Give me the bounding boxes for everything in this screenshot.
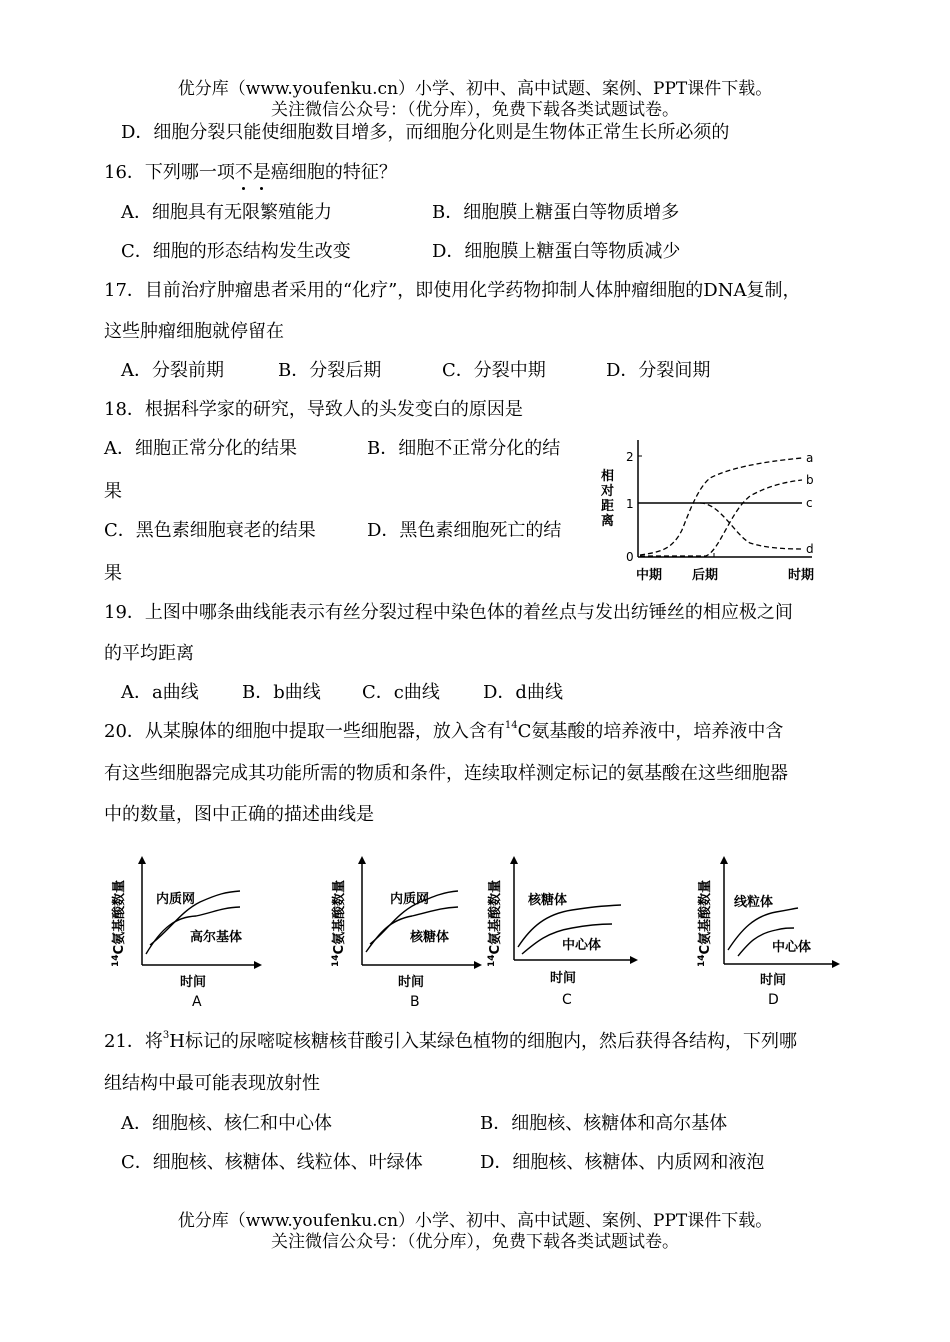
panel-c-letter: C — [562, 992, 572, 1008]
fig18-xtick-anaphase: 后期 — [692, 568, 719, 583]
curve-label-c: c — [806, 496, 813, 510]
q18-option-d-wrap: 果 — [104, 563, 122, 584]
q21-option-b: B．细胞核、核糖体和高尔基体 — [480, 1113, 728, 1134]
q21-option-c: C．细胞核、核糖体、线粒体、叶绿体 — [121, 1152, 423, 1173]
fig18-ylabel-2: 对 — [601, 484, 615, 499]
panel-b-ylabel: C氨基酸数量 — [332, 879, 347, 955]
q16-emphasis-2: 是 — [252, 162, 271, 183]
panel-a-label-top: 内质网 — [156, 892, 196, 907]
panel-d-xlabel: 时间 — [760, 973, 787, 988]
q16-option-c: C．细胞的形态结构发生改变 — [121, 241, 351, 262]
fig18-ytick-0: 0 — [626, 550, 634, 564]
panel-b-xlabel: 时间 — [398, 975, 425, 990]
q21-option-a: A．细胞核、核仁和中心体 — [121, 1113, 332, 1134]
q18-option-b-wrap: 果 — [104, 481, 122, 502]
q21-stem-pre: 21．将 — [104, 1031, 163, 1052]
panel-c-ylabel: C氨基酸数量 — [488, 879, 503, 955]
q16-option-d: D．细胞膜上糖蛋白等物质减少 — [432, 241, 681, 262]
q17-stem-line-2: 这些肿瘤细胞就停留在 — [104, 321, 284, 342]
svg-text:14C氨基酸数量 — [487, 880, 503, 967]
q18-option-c: C．黑色素细胞衰老的结果 — [104, 520, 316, 541]
q19-stem-line-2: 的平均距离 — [104, 643, 194, 664]
fig18-ylabel-1: 相 — [601, 469, 615, 484]
panel-a-ylabel: C氨基酸数量 — [112, 879, 127, 955]
panel-c-xlabel: 时间 — [550, 971, 577, 986]
q16-option-a: A．细胞具有无限繁殖能力 — [121, 202, 332, 223]
curve-label-d: d — [806, 542, 814, 556]
q21-option-d: D．细胞核、核糖体、内质网和液泡 — [480, 1152, 765, 1173]
q19-option-b: B．b曲线 — [242, 682, 321, 703]
svg-text:14C氨基酸数量 — [111, 880, 127, 967]
curve-a — [640, 458, 802, 555]
distance-curve-figure — [590, 430, 840, 590]
svg-text:14C氨基酸数量 — [331, 880, 347, 967]
q20-stem-line-1 — [104, 721, 783, 743]
panel-d-letter: D — [768, 992, 779, 1008]
q20-stem-line-3: 中的数量，图中正确的描述曲线是 — [104, 804, 374, 825]
panel-c-label-bottom: 中心体 — [562, 938, 602, 953]
q16-stem-pre: 16．下列哪一项 — [104, 162, 235, 183]
q21-stem-post: H标记的尿嘧啶核糖核苷酸引入某绿色植物的细胞内，然后获得各结构，下列哪 — [169, 1031, 797, 1052]
q21-stem-line-1 — [104, 1031, 797, 1053]
q18-option-d: D．黑色素细胞死亡的结 — [367, 520, 562, 541]
panel-d-x-arrow — [832, 960, 840, 968]
q19-stem-line-1: 19．上图中哪条曲线能表示有丝分裂过程中染色体的着丝点与发出纺锤丝的相应极之间 — [104, 602, 793, 623]
panel-a-xlabel: 时间 — [180, 975, 207, 990]
panel-d-label-bottom: 中心体 — [772, 940, 812, 955]
svg-text:14C氨基酸数量 — [697, 880, 713, 967]
curve-label-a: a — [806, 451, 814, 465]
panel-a-ylabel-sup: 14 — [111, 954, 121, 967]
panel-b-letter: B — [410, 994, 420, 1010]
footer-line-1: 优分库（www.youfenku.cn）小学、初中、高中试题、案例、PPT课件下载。 — [177, 1211, 773, 1231]
q16-stem — [104, 162, 397, 184]
panel-d-ylabel: C氨基酸数量 — [698, 879, 713, 955]
panel-a-letter: A — [192, 994, 202, 1010]
fig18-xtick-metaphase: 中期 — [636, 568, 663, 583]
fig18-ylabel-3: 距 — [601, 499, 615, 514]
q21-stem-line-2: 组结构中最可能表现放射性 — [104, 1073, 320, 1094]
q17-option-a: A．分裂前期 — [121, 360, 224, 381]
panel-b-chart — [320, 852, 490, 1012]
q18-option-b: B．细胞不正常分化的结 — [367, 438, 561, 459]
q19-option-c: C．c曲线 — [362, 682, 440, 703]
q16-stem-post: 癌细胞的特征？ — [270, 162, 397, 183]
q17-stem-line-1: 17．目前治疗肿瘤患者采用的“化疗”，即使用化学药物抑制人体肿瘤细胞的DNA复制， — [104, 280, 801, 301]
panel-a-y-arrow — [138, 856, 146, 864]
panel-c-label-top: 核糖体 — [528, 893, 568, 908]
q17-option-b: B．分裂后期 — [278, 360, 382, 381]
curve-d — [700, 503, 802, 549]
panel-d-chart — [686, 852, 856, 1012]
panel-c-x-arrow — [630, 956, 638, 964]
panel-d-label-top: 线粒体 — [734, 895, 774, 910]
panel-c-ylabel-sup: 14 — [487, 954, 497, 967]
q20-stem-post: C氨基酸的培养液中，培养液中含 — [517, 721, 784, 742]
q21-isotope-mass: 3 — [162, 1030, 170, 1041]
fig18-xtick-period: 时期 — [788, 568, 815, 583]
panel-a-chart — [100, 852, 270, 1012]
panel-b-label-top: 内质网 — [390, 892, 430, 907]
fig18-ylabel-4: 离 — [601, 514, 615, 529]
curve-label-b: b — [806, 473, 814, 487]
q16-emphasis-1: 不 — [234, 162, 253, 183]
fig18-ytick-2: 2 — [626, 450, 634, 464]
q16-option-b: B．细胞膜上糖蛋白等物质增多 — [432, 202, 680, 223]
q20-stem-pre: 20．从某腺体的细胞中提取一些细胞器，放入含有 — [104, 721, 505, 742]
q19-option-a: A．a曲线 — [121, 682, 199, 703]
panel-d-ylabel-sup: 14 — [697, 954, 707, 967]
panel-c-chart — [476, 852, 646, 1012]
q18-option-a: A．细胞正常分化的结果 — [104, 438, 297, 459]
fig18-ytick-1: 1 — [626, 497, 634, 511]
q20-stem-line-2: 有这些细胞器完成其功能所需的物质和条件，连续取样测定标记的氨基酸在这些细胞器 — [104, 763, 788, 784]
q17-option-d: D．分裂间期 — [606, 360, 711, 381]
header-line-2: 关注微信公众号：（优分库），免费下载各类试题试卷。 — [271, 100, 679, 120]
q15-option-d: D．细胞分裂只能使细胞数目增多，而细胞分化则是生物体正常生长所必须的 — [121, 122, 730, 143]
panel-b-ylabel-sup: 14 — [331, 954, 341, 967]
curve-b — [640, 480, 802, 556]
panel-a-label-bottom: 高尔基体 — [190, 930, 243, 945]
q20-isotope-mass: 14 — [504, 720, 518, 731]
panel-b-label-bottom: 核糖体 — [410, 930, 450, 945]
q19-option-d: D．d曲线 — [483, 682, 563, 703]
footer-line-2: 关注微信公众号：（优分库），免费下载各类试题试卷。 — [271, 1232, 679, 1252]
panel-d-y-arrow — [720, 856, 728, 864]
panel-a-x-arrow — [254, 961, 262, 969]
q17-option-c: C．分裂中期 — [442, 360, 546, 381]
panel-b-y-arrow — [358, 856, 366, 864]
header-line-1: 优分库（www.youfenku.cn）小学、初中、高中试题、案例、PPT课件下载。 — [177, 79, 773, 99]
panel-c-y-arrow — [510, 856, 518, 864]
q18-stem: 18．根据科学家的研究，导致人的头发变白的原因是 — [104, 399, 523, 420]
